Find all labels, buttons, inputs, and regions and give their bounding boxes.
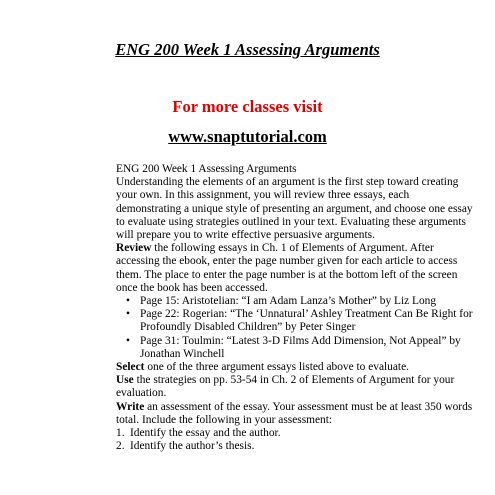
document-body [116, 163, 476, 453]
intro-paragraph: Understanding the elements of an argument is the first step toward creating your own. In this assignment, you will review three essays, each demonstrating a unique style of presenting an argument, and choose one essay to evaluate using strategies outlined in your text. Evaluating these arguments will prepare you to write effective persuasive arguments. [116, 176, 473, 242]
steps-list-item [116, 440, 476, 453]
write-text: an assessment of the essay. Your assessment must be at least 350 words total. Include the following in your assessment: [116, 400, 473, 426]
steps-list-item [116, 427, 476, 440]
essay-list [116, 295, 476, 361]
select-paragraph [116, 361, 476, 374]
step-text: Identify the author’s thesis. [130, 440, 255, 453]
step-text: Identify the essay and the author. [130, 427, 281, 440]
website-link[interactable]: www.snaptutorial.com [168, 127, 327, 146]
step-number: 2. [116, 440, 125, 453]
use-text: the strategies on pp. 53-54 in Ch. 2 of Elements of Argument for your evaluation. [116, 374, 455, 400]
step-number: 1. [116, 427, 125, 440]
review-paragraph [116, 242, 476, 295]
essay-list-item: • Page 31: Toulmin: “Latest 3-D Films Add Dimension, Not Appeal” by Jonathan Winchell [116, 335, 476, 361]
use-label: Use [116, 374, 134, 387]
essay-list-item: • Page 15: Aristotelian: “I am Adam Lanza’s Mother” by Liz Long [116, 295, 476, 308]
select-label: Select [116, 361, 145, 374]
essay-list-item: • Page 22: Rogerian: “The ‘Unnatural’ Ashley Treatment Can Be Right for Profoundly Disabled Children” by Peter Singer [116, 308, 476, 334]
body-heading: ENG 200 Week 1 Assessing Arguments [116, 163, 297, 175]
select-text: one of the three argument essays listed above to evaluate. [144, 361, 410, 374]
steps-list [116, 427, 476, 453]
promo-text: For more classes visit [172, 97, 323, 116]
use-paragraph [116, 374, 476, 400]
write-paragraph [116, 401, 476, 427]
review-text: the following essays in Ch. 1 of Elements of Argument. After accessing the ebook, enter the page number given for each article to access them. The place to enter the page number is at the bottom left of the screen once the book has been accessed. [116, 242, 458, 294]
review-label: Review [116, 242, 152, 255]
write-label: Write [116, 400, 145, 413]
document-title: ENG 200 Week 1 Assessing Arguments [115, 40, 380, 59]
